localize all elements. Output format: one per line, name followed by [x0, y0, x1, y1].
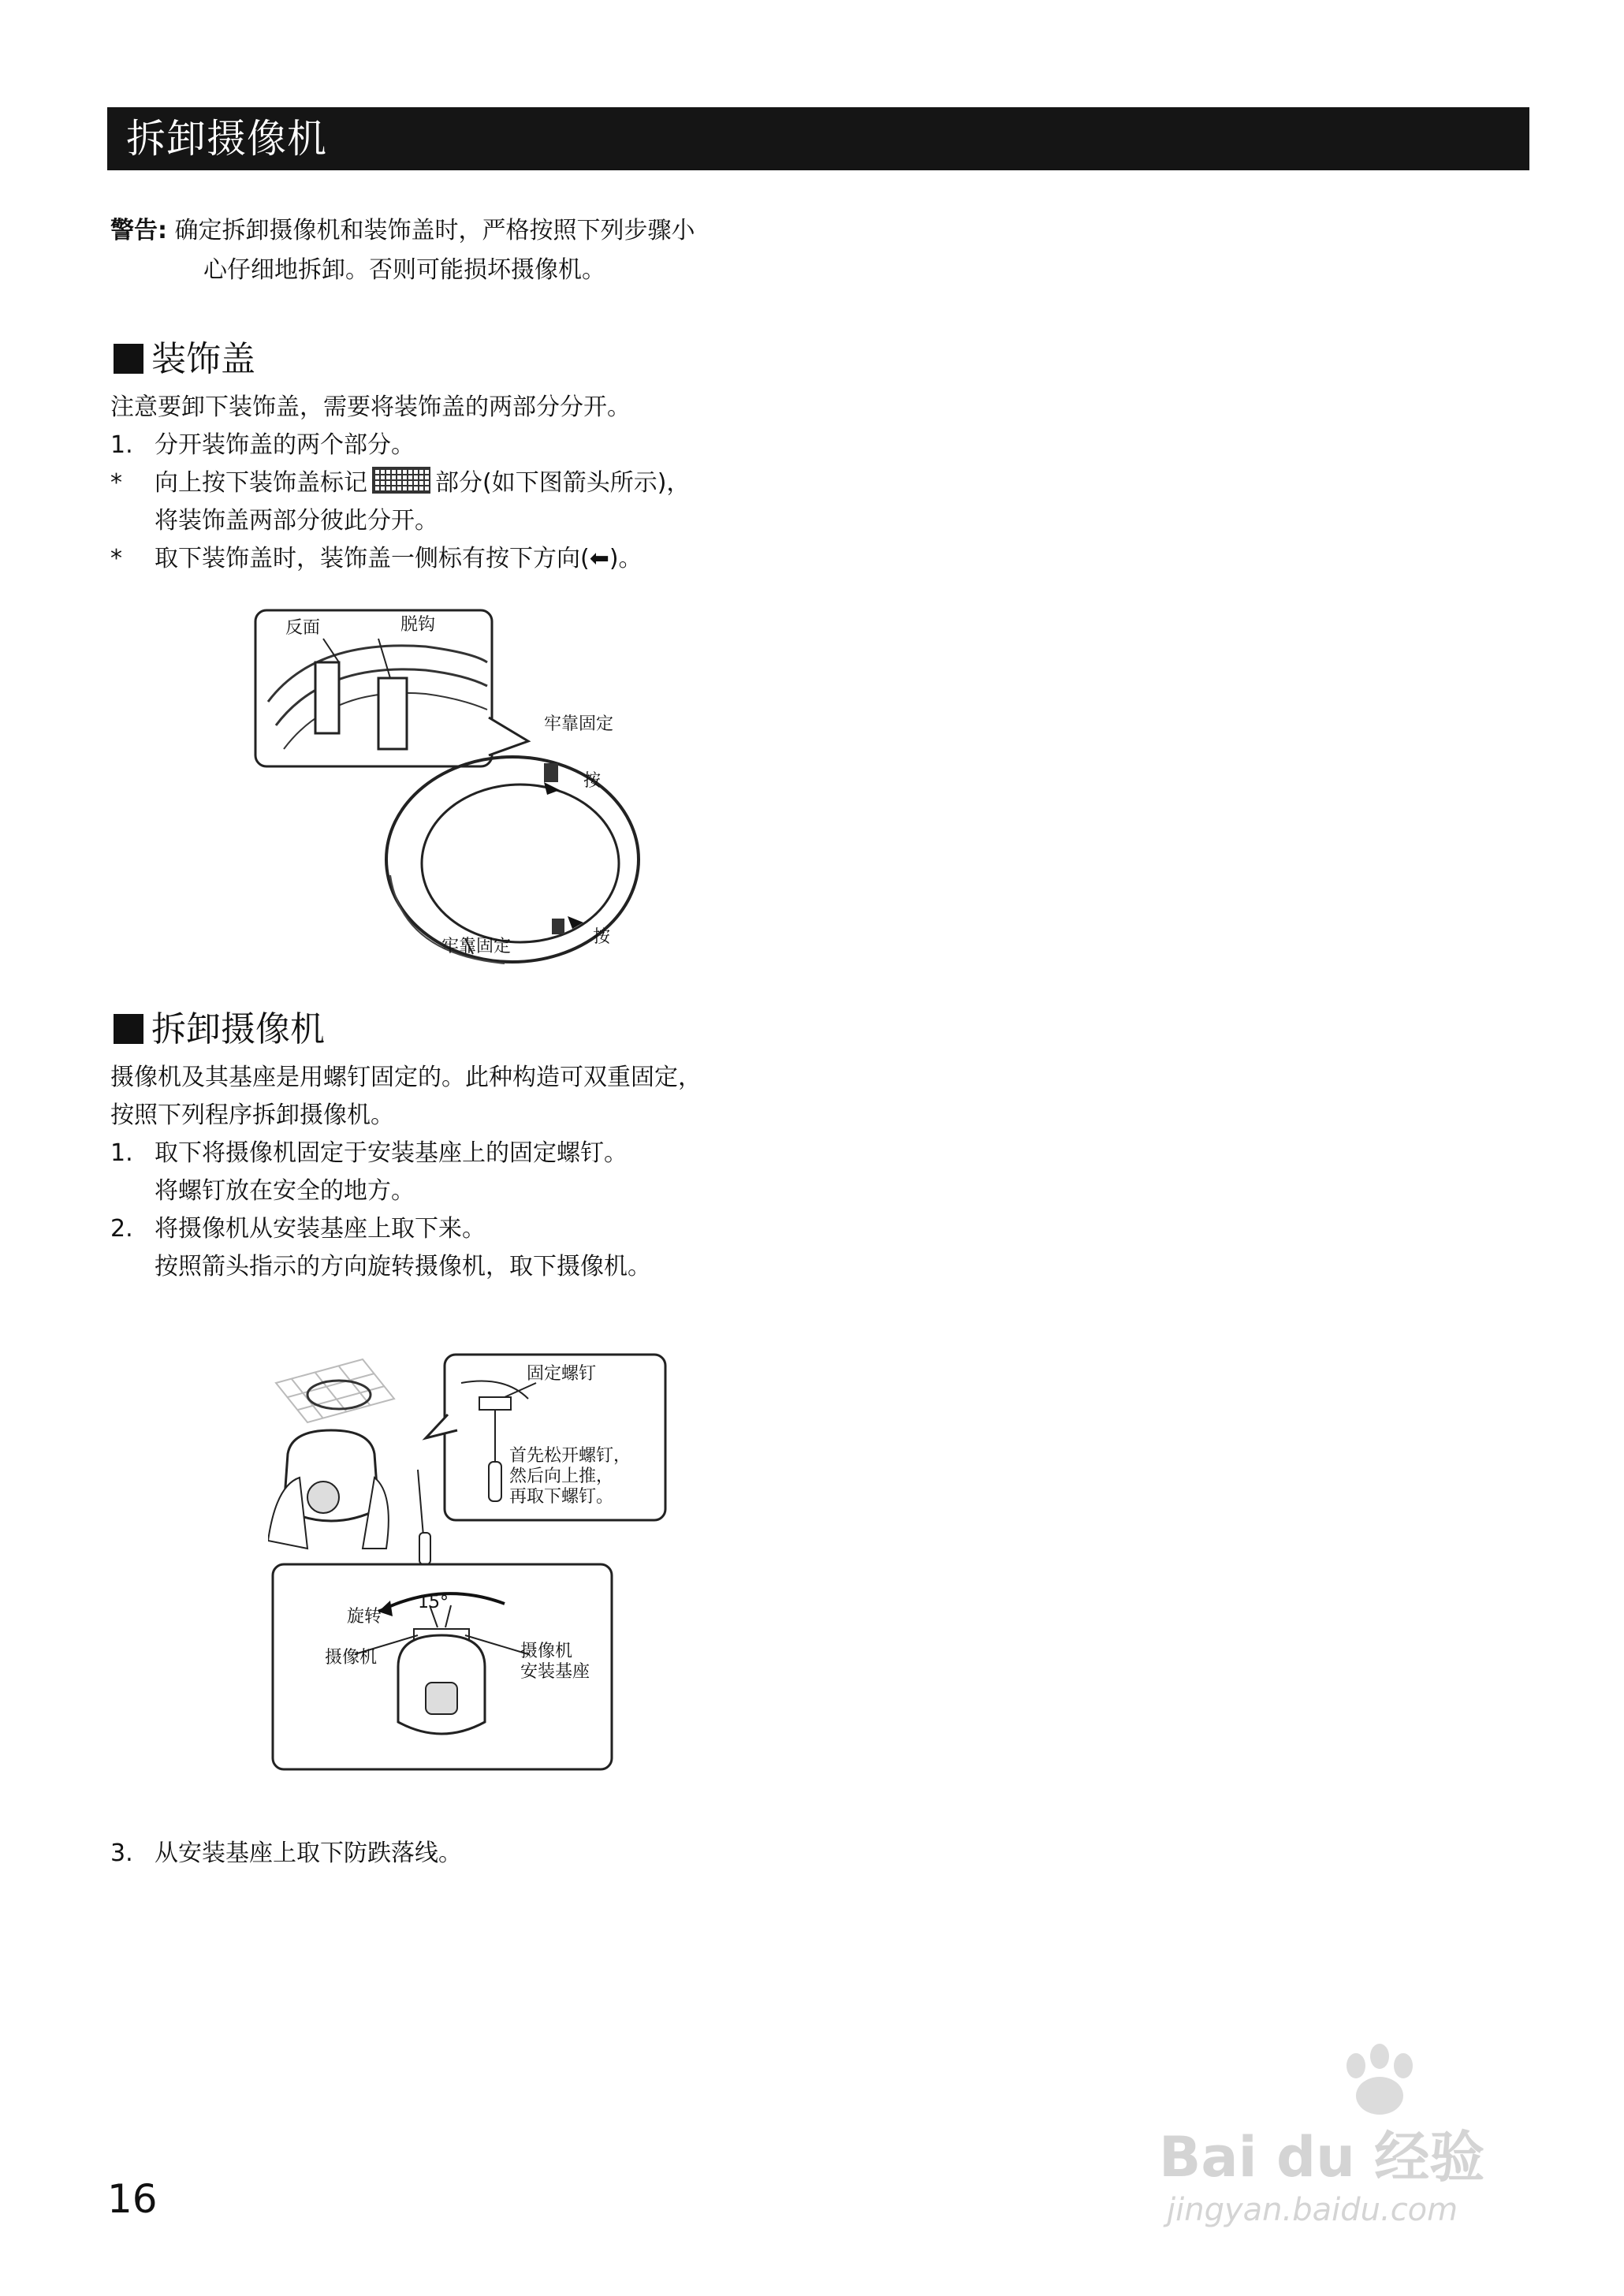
camera-step-1-cont: 将螺钉放在安全的地方。 [155, 1177, 415, 1205]
cover-note-1: * 向上按下装饰盖标记 部分(如下图箭头所示)， [110, 467, 690, 500]
camera-intro-2: 按照下列程序拆卸摄像机。 [110, 1101, 394, 1129]
label-fixing-screw: 固定螺钉 [527, 1364, 597, 1384]
screw-note-2: 然后向上推， [509, 1467, 614, 1486]
camera-intro-1: 摄像机及其基座是用螺钉固定的。此种构造可双重固定， [110, 1064, 702, 1091]
camera-step-3: 3. 从安装基座上取下防跌落线。 [110, 1839, 462, 1867]
paw-icon [1332, 2042, 1427, 2121]
grid-mark-icon [372, 467, 430, 494]
cover-step-1: 1. 分开装饰盖的两个部分。 [110, 431, 415, 459]
section-heading-cover: 装饰盖 [114, 337, 255, 382]
warning-text-2: 心仔细地拆卸。否则可能损坏摄像机。 [203, 256, 605, 284]
camera-diagram [268, 1351, 670, 1777]
warning-label: 警告: [110, 217, 167, 244]
warning-line1 [110, 214, 695, 248]
screw-note-1: 首先松开螺钉， [509, 1446, 631, 1466]
cover-note-1-cont: 将装饰盖两部分彼此分开。 [155, 507, 438, 535]
cover-note-2: * 取下装饰盖时，装饰盖一侧标有按下方向(⬅)。 [110, 545, 643, 572]
label-angle: 15° [418, 1593, 449, 1612]
screw-note-3: 再取下螺钉。 [509, 1487, 614, 1507]
label-back: 反面 [285, 618, 321, 638]
watermark-logo: Bai du 经验 [1159, 2125, 1485, 2190]
page-title: 拆卸摄像机 [107, 107, 1529, 170]
label-press-top: 按 [583, 771, 602, 791]
label-base-1: 摄像机 [520, 1642, 573, 1661]
label-rotate: 旋转 [347, 1607, 382, 1627]
section-heading-camera: 拆卸摄像机 [114, 1008, 325, 1052]
label-unhook: 脱钩 [400, 615, 436, 635]
page-number: 16 [107, 2176, 158, 2222]
square-bullet-icon [114, 1014, 143, 1044]
label-camera: 摄像机 [325, 1648, 378, 1668]
warning-text-1: 确定拆卸摄像机和装饰盖时，严格按照下列步骤小 [174, 217, 695, 244]
label-base-2: 安装基座 [520, 1662, 590, 1682]
label-press-bottom: 按 [593, 927, 611, 947]
camera-step-1: 1. 取下将摄像机固定于安装基座上的固定螺钉。 [110, 1139, 628, 1167]
camera-step-2-cont: 按照箭头指示的方向旋转摄像机，取下摄像机。 [155, 1253, 651, 1280]
label-secure-top: 牢靠固定 [544, 714, 614, 734]
label-secure-bottom: 牢靠固定 [441, 937, 512, 956]
camera-step-2: 2. 将摄像机从安装基座上取下来。 [110, 1215, 486, 1243]
square-bullet-icon [114, 344, 143, 374]
watermark-url: jingyan.baidu.com [1167, 2192, 1458, 2228]
cover-intro: 注意要卸下装饰盖，需要将装饰盖的两部分分开。 [110, 393, 631, 421]
